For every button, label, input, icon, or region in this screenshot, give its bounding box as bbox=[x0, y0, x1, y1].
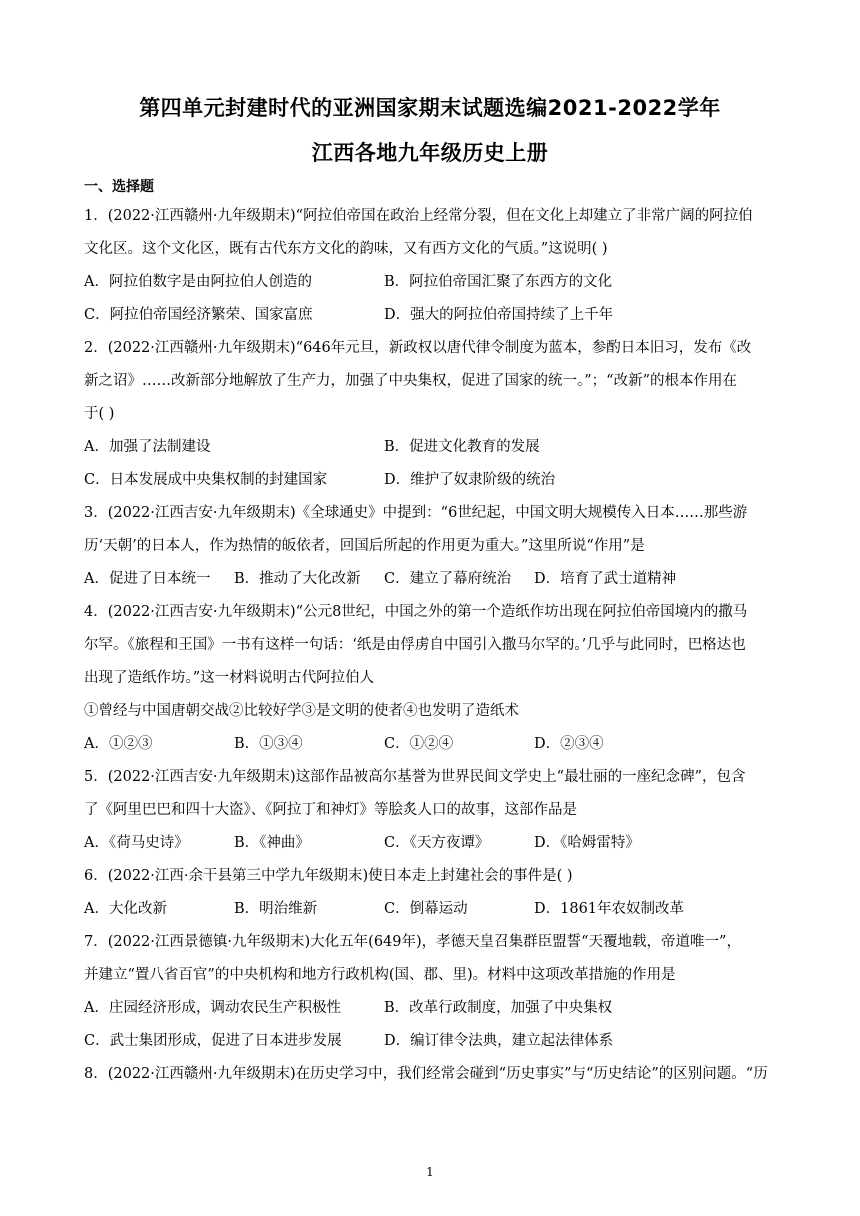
option-c[interactable]: C．倒幕运动 bbox=[384, 901, 468, 917]
option-d[interactable]: D．②③④ bbox=[534, 736, 604, 752]
question-text-line: ①曾经与中国唐朝交战②比较好学③是文明的使者④也发明了造纸术 bbox=[84, 703, 519, 719]
question-item bbox=[84, 860, 779, 926]
options-row bbox=[84, 464, 779, 497]
options-row bbox=[84, 431, 779, 464]
options-row bbox=[84, 992, 779, 1025]
option-c[interactable]: C．建立了幕府统治 bbox=[384, 571, 512, 587]
question-text-line: 3．(2022·江西吉安·九年级期末)《全球通史》中提到：“6世纪起，中国文明大规模传入日本……那些游 bbox=[84, 505, 748, 521]
option-a[interactable]: A．①②③ bbox=[84, 736, 153, 752]
options-row bbox=[84, 728, 779, 761]
option-b[interactable]: B．明治维新 bbox=[234, 901, 318, 917]
question-text-line: 新之诏》……改新部分地解放了生产力，加强了中央集权，促进了国家的统一。”；“改新”的根本作用在 bbox=[84, 373, 737, 389]
option-d[interactable]: D．维护了奴隶阶级的统治 bbox=[384, 472, 556, 488]
question-item bbox=[84, 1058, 779, 1091]
option-c[interactable]: C．武士集团形成，促进了日本进步发展 bbox=[84, 1033, 342, 1049]
option-d[interactable]: D．1861年农奴制改革 bbox=[534, 901, 685, 917]
options-row bbox=[84, 1025, 779, 1058]
question-item bbox=[84, 596, 779, 761]
question-text-line: 4．(2022·江西吉安·九年级期末)“公元8世纪，中国之外的第一个造纸作坊出现在阿拉伯帝国境内的撒马 bbox=[84, 604, 748, 620]
question-text-line: 1．(2022·江西赣州·九年级期末)“阿拉伯帝国在政治上经常分裂，但在文化上却建立了非常广阔的阿拉伯 bbox=[84, 208, 753, 224]
section-title: 一、选择题 bbox=[84, 179, 154, 195]
question-item bbox=[84, 332, 779, 497]
option-b[interactable]: B．推动了大化改新 bbox=[234, 571, 361, 587]
option-b[interactable]: B．改革行政制度，加强了中央集权 bbox=[384, 1000, 613, 1016]
option-a[interactable]: A．促进了日本统一 bbox=[84, 571, 211, 587]
question-text-line: 6．(2022·江西·余干县第三中学九年级期末)使日本走上封建社会的事件是( ) bbox=[84, 868, 573, 884]
question-text-line: 7．(2022·江西景德镇·九年级期末)大化五年(649年)，孝德天皇召集群臣盟誓“天覆地载，帝道唯一”， bbox=[84, 934, 741, 950]
options-row bbox=[84, 827, 779, 860]
question-item bbox=[84, 200, 779, 332]
options-row bbox=[84, 299, 779, 332]
question-item bbox=[84, 926, 779, 1058]
option-c[interactable]: C．①②④ bbox=[384, 736, 454, 752]
option-a[interactable]: A．《荷马史诗》 bbox=[84, 835, 189, 851]
option-d[interactable]: D．强大的阿拉伯帝国持续了上千年 bbox=[384, 307, 614, 323]
question-text-line: 了《阿里巴巴和四十大盗》、《阿拉丁和神灯》等脍炙人口的故事，这部作品是 bbox=[84, 802, 577, 818]
question-text-line: 出现了造纸作坊。”这一材料说明古代阿拉伯人 bbox=[84, 670, 375, 686]
question-text-line: 于( ) bbox=[84, 406, 115, 422]
options-row bbox=[84, 893, 779, 926]
page-number: 1 bbox=[426, 1165, 434, 1179]
option-c[interactable]: C．阿拉伯帝国经济繁荣、国家富庶 bbox=[84, 307, 313, 323]
question-item bbox=[84, 497, 779, 596]
option-b[interactable]: B．促进文化教育的发展 bbox=[384, 439, 540, 455]
question-item bbox=[84, 761, 779, 860]
option-c[interactable]: C．日本发展成中央集权制的封建国家 bbox=[84, 472, 328, 488]
option-a[interactable]: A．阿拉伯数字是由阿拉伯人创造的 bbox=[84, 274, 312, 290]
question-text-line: 历‘天朝’的日本人，作为热情的皈依者，回国后所起的作用更为重大。”这里所说“作用”是 bbox=[84, 538, 645, 554]
question-text-line: 文化区。这个文化区，既有古代东方文化的韵味，又有西方文化的气质。”这说明( ) bbox=[84, 241, 608, 257]
option-b[interactable]: B．①③④ bbox=[234, 736, 303, 752]
option-a[interactable]: A．大化改新 bbox=[84, 901, 167, 917]
question-text-line: 并建立“置八省百官”的中央机构和地方行政机构(国、郡、里)。材料中这项改革措施的作用是 bbox=[84, 967, 676, 983]
page-title-line1: 第四单元封建时代的亚洲国家期末试题选编2021-2022学年 bbox=[139, 96, 721, 120]
option-c[interactable]: C．《天方夜谭》 bbox=[384, 835, 490, 851]
options-row bbox=[84, 563, 779, 596]
option-d[interactable]: D．编订律令法典，建立起法律体系 bbox=[384, 1033, 614, 1049]
option-b[interactable]: B．《神曲》 bbox=[234, 835, 310, 851]
question-text-line: 8．(2022·江西赣州·九年级期末)在历史学习中，我们经常会碰到“历史事实”与“历史结论”的区别问题。“历 bbox=[84, 1066, 768, 1082]
option-b[interactable]: B．阿拉伯帝国汇聚了东西方的文化 bbox=[384, 274, 613, 290]
option-a[interactable]: A．加强了法制建设 bbox=[84, 439, 211, 455]
options-row bbox=[84, 266, 779, 299]
question-text-line: 5．(2022·江西吉安·九年级期末)这部作品被高尔基誉为世界民间文学史上“最壮丽的一座纪念碑”，包含 bbox=[84, 769, 746, 785]
question-list bbox=[84, 200, 779, 1091]
page-title-line2: 江西各地九年级历史上册 bbox=[311, 141, 549, 165]
option-a[interactable]: A．庄园经济形成，调动农民生产积极性 bbox=[84, 1000, 341, 1016]
question-text-line: 2．(2022·江西赣州·九年级期末)“646年元旦，新政权以唐代律令制度为蓝本，参酌日本旧习，发布《改 bbox=[84, 340, 752, 356]
option-d[interactable]: D．《哈姆雷特》 bbox=[534, 835, 640, 851]
option-d[interactable]: D．培育了武士道精神 bbox=[534, 571, 677, 587]
question-text-line: 尔罕。《旅程和王国》一书有这样一句话：‘纸是由俘虏自中国引入撒马尔罕的。’几乎与此同时，巴格达也 bbox=[84, 637, 746, 653]
